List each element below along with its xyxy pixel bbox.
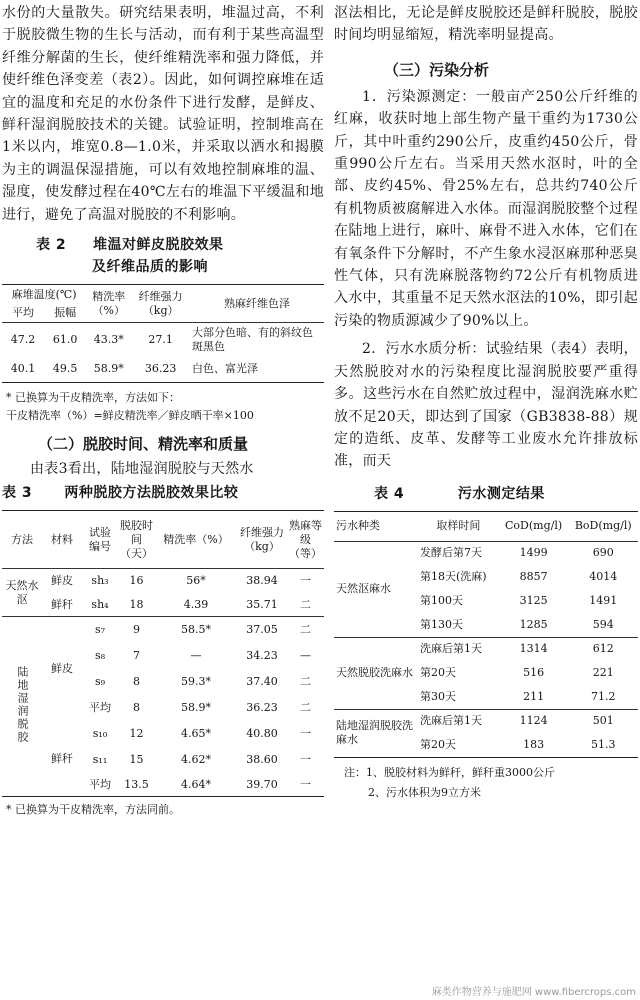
- table-row: 陆地湿润脱胶洗麻水 洗麻后第1天 1124 501: [334, 709, 638, 733]
- paragraph-temperature-control: 水份的大量散失。研究结果表明，堆温过高，不利于脱胶微生物的生长与活动，而有利于某些高温型纤维分解菌的生长，使纤维精洗率和强力降低，并使纤维色泽变差（表2）。因此，如何调控麻堆在适宜的温度和充足的水份条件下进行发酵，是鲜皮、鲜秆湿润脱胶技术的关键。试验证明，控制堆高在1米以内，堆宽0.8—1.0米，并采取以洒水和揭膜为主的调温保湿措施，可以有效地控制麻堆的温、湿度，使发酵过程在40℃左右的堆温下平缓温和地进行，避免了高温对脱胶的不利影响。: [2, 5, 324, 223]
- table-row: 鲜秆 sh₄ 18 4.39 35.71 二: [2, 593, 324, 617]
- table-row: 平均 8 58.9* 36.23 二: [89, 700, 311, 714]
- table4-note1: 注：1、脱胶材料为鲜秆，鲜秆重3000公斤: [344, 765, 555, 779]
- table-row: 47.2 61.0 43.3* 27.1 大部分色暗、有的斜纹色斑黑色: [10, 325, 313, 353]
- table2-header-color: 熟麻纤维色泽: [190, 285, 324, 323]
- table4-type-natural-retting: 天然沤麻水: [336, 582, 391, 596]
- table3-header-material: 材料: [51, 532, 73, 546]
- table-row: 天然沤麻水 发酵后第7天 1499 690: [334, 541, 638, 565]
- table2-header-strength: 纤维强力 （kg）: [131, 285, 190, 323]
- table3-header-strength: 纤维强力（kg）: [240, 525, 284, 553]
- paragraph-table3-intro: 由表3看出，陆地湿润脱胶与天然水: [30, 461, 254, 478]
- table4-label: 表 4: [374, 485, 405, 502]
- table-row: 平均 13.5 4.64* 39.70 一: [2, 773, 324, 797]
- table3-material-bark: 鲜皮: [51, 662, 73, 676]
- table-row: 第30天 211 71.2: [334, 685, 638, 709]
- section-pollution-analysis: （三）污染分析: [384, 60, 490, 79]
- table-row: 第130天 1285 594: [334, 613, 638, 637]
- table-row: 天然脱胶洗麻水 洗麻后第1天 1314 612: [334, 637, 638, 661]
- section-degumming-time: （二）脱胶时间、精洗率和质量: [38, 435, 249, 454]
- table3-header-rate: 精洗率（%）: [163, 532, 229, 546]
- table2-title: 堆温对鲜皮脱胶效果: [93, 237, 224, 254]
- table-row: 第100天 3125 1491: [420, 594, 618, 608]
- table3-method-natural: 天然水沤: [5, 578, 39, 606]
- left-column: [2, 0, 324, 817]
- table4-type-land-degum: 陆地湿润脱胶洗麻水: [336, 719, 413, 747]
- table3-note: * 已换算为干皮精洗率，方法同前。: [6, 803, 180, 817]
- table2-header-amp: 振幅: [54, 306, 77, 320]
- table3: [2, 510, 324, 797]
- table3-header-grade: 熟麻等级（等）: [289, 518, 322, 560]
- table-row: 陆地湿润脱胶 鲜皮 s₇ 9 58.5* 37.05 二: [2, 617, 324, 643]
- paragraph-comparison-end: 沤法相比，无论是鲜皮脱胶还是鲜秆脱胶，脱胶时间均明显缩短，精洗率明显提高。: [334, 5, 638, 44]
- table3-label: 表 3: [2, 485, 33, 502]
- table2-header-avg: 平均: [12, 306, 35, 320]
- table4-header-time: 取样时间: [436, 519, 481, 533]
- table-row: 40.1 49.5 58.9* 36.23 白色、富光泽: [2, 357, 324, 383]
- table-row: s₈ 7 — 34.23 —: [94, 648, 311, 662]
- table2-note: * 已换算为干皮精洗率，方法如下：: [6, 391, 180, 405]
- table2-formula: 干皮精洗率（%）=鲜皮精洗率／鲜皮晒干率×100: [6, 409, 254, 423]
- right-column: [334, 0, 638, 800]
- table4-caption: [334, 483, 638, 505]
- table-row: 天然水沤 鲜皮 sh₃ 16 56* 38.94 一: [2, 569, 324, 593]
- table4-header-cod: CoD(mg/l): [505, 519, 563, 533]
- table-row: 第18天(洗麻) 8857 4014: [420, 570, 618, 584]
- table3-method-land: 陆地湿润脱胶: [16, 665, 29, 744]
- table2-caption: [2, 234, 324, 278]
- table2: [2, 284, 324, 383]
- paragraph-water-quality: 2．污水水质分析：试验结果（表4）表明，天然脱胶对水的污染程度比湿润脱胶要严重得多。这些污水在自然贮放过程中，湿润洗麻水贮放不足20天，即达到了国家（GB3838-88）规定的造纸、皮革、发酵等工业废水允许排放标准，而天: [334, 341, 638, 470]
- table2-header-rate: 精洗率 （%）: [86, 285, 131, 323]
- table3-title: 两种脱胶方法脱胶效果比较: [64, 485, 239, 502]
- table2-title-line2: 及纤维品质的影响: [92, 259, 208, 276]
- table-row: s₉ 8 59.3* 37.40 二: [94, 674, 311, 688]
- table3-material-stalk: 鲜秆: [51, 751, 73, 765]
- table4-header-bod: BoD(mg/l): [574, 519, 632, 533]
- table3-header-code: 试验编号: [89, 525, 111, 553]
- paragraph-pollution-source: 1．污染源测定：一般亩产250公斤纤维的红麻，收获时地上部生物产量干重约为1730公斤，其中叶重约290公斤，皮重约450公斤，骨重990公斤左右。当采用天然水沤时，叶的全部、皮约45%、骨25%左右，总共约740公斤有机物质被腐解进入水体。而湿润脱胶整个过程在陆地上进行，麻叶、麻骨不进入水体，它们在有氧条件下分解时，不产生象水浸沤麻那种恶臭性气体，只有洗麻脱落物约72公斤有机物质进入水中，其重量不足天然水沤法的10%，即引起污染的物质源减少了90%以上。: [334, 88, 638, 329]
- table3-header-days: 脱胶时间（天）: [120, 518, 153, 560]
- table4-type-natural-degum: 天然脱胶洗麻水: [336, 666, 413, 680]
- table-row: s₁₁ 15 4.62* 38.60 一: [92, 752, 311, 766]
- table3-header-method: 方法: [11, 532, 33, 546]
- table2-header-temp: 麻堆温度(℃): [11, 287, 77, 301]
- table4: [334, 511, 638, 758]
- watermark: 麻类作物营养与施肥网 www.fibercrops.com: [431, 987, 636, 998]
- table2-label: 表 2: [36, 237, 67, 254]
- table-row: 第20天 183 51.3: [334, 733, 638, 757]
- table-row: 鲜秆 s₁₀ 12 4.65* 40.80 一: [2, 721, 324, 747]
- table3-caption: [2, 482, 324, 504]
- table4-header-type: 污水种类: [336, 519, 380, 533]
- table-row: 第20天 516 221: [420, 666, 614, 680]
- table4-title: 污水测定结果: [457, 485, 545, 502]
- table4-note2: 2、污水体积为9立方米: [368, 785, 481, 799]
